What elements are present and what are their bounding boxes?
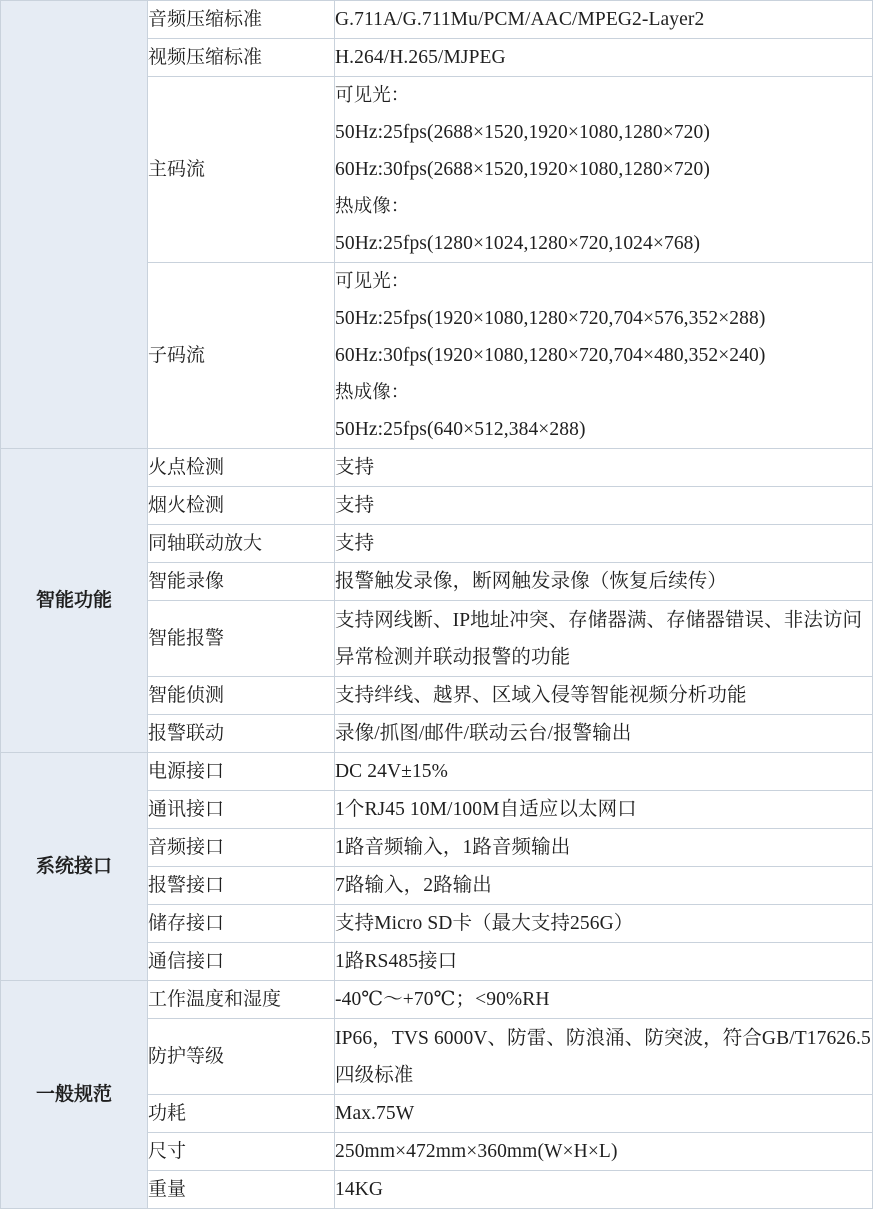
row-value: 7路输入，2路输出 (335, 867, 873, 905)
value-line: 50Hz:25fps(1920×1080,1280×720,704×576,352×288) (335, 308, 766, 329)
row-value: 报警触发录像，断网触发录像（恢复后续传） (335, 563, 873, 601)
row-value: -40℃～+70℃；<90%RH (335, 981, 873, 1019)
row-value: G.711A/G.711Mu/PCM/AAC/MPEG2-Layer2 (335, 1, 873, 39)
value-line: 可见光： (335, 271, 410, 292)
row-label: 子码流 (148, 263, 335, 449)
category-system: 系统接口 (1, 753, 148, 981)
row-value: 支持Micro SD卡（最大支持256G） (335, 905, 873, 943)
category-smart: 智能功能 (1, 449, 148, 753)
sub-stream-value (335, 263, 873, 449)
row-label: 同轴联动放大 (148, 525, 335, 563)
row-label: 工作温度和湿度 (148, 981, 335, 1019)
row-label: 智能侦测 (148, 677, 335, 715)
table-row (1, 753, 873, 791)
row-value: Max.75W (335, 1095, 873, 1133)
row-label: 智能录像 (148, 563, 335, 601)
row-label: 报警接口 (148, 867, 335, 905)
row-label: 烟火检测 (148, 487, 335, 525)
row-label: 报警联动 (148, 715, 335, 753)
category-general: 一般规范 (1, 981, 148, 1209)
row-label: 防护等级 (148, 1019, 335, 1095)
row-value: IP66，TVS 6000V、防雷、防浪涌、防突波，符合GB/T17626.5 四级标准 (335, 1019, 873, 1095)
row-label: 视频压缩标准 (148, 39, 335, 77)
row-label: 通讯接口 (148, 791, 335, 829)
value-line: 60Hz:30fps(1920×1080,1280×720,704×480,352×240) (335, 345, 766, 366)
row-label: 储存接口 (148, 905, 335, 943)
table-row (1, 449, 873, 487)
value-line: 50Hz:25fps(2688×1520,1920×1080,1280×720) (335, 122, 710, 143)
value-line: 60Hz:30fps(2688×1520,1920×1080,1280×720) (335, 159, 710, 180)
row-value: H.264/H.265/MJPEG (335, 39, 873, 77)
row-label: 电源接口 (148, 753, 335, 791)
row-label: 主码流 (148, 77, 335, 263)
row-label: 尺寸 (148, 1133, 335, 1171)
category-cell-continued (1, 1, 148, 449)
row-label: 通信接口 (148, 943, 335, 981)
row-label: 火点检测 (148, 449, 335, 487)
row-value: 支持 (335, 487, 873, 525)
row-value: 1路RS485接口 (335, 943, 873, 981)
row-label: 音频压缩标准 (148, 1, 335, 39)
row-value: 14KG (335, 1171, 873, 1209)
value-line: 热成像： (335, 382, 410, 403)
table-row (1, 1, 873, 39)
row-value: 1路音频输入，1路音频输出 (335, 829, 873, 867)
row-value: 支持 (335, 449, 873, 487)
row-value: DC 24V±15% (335, 753, 873, 791)
main-stream-value (335, 77, 873, 263)
row-label: 重量 (148, 1171, 335, 1209)
value-line: 热成像： (335, 196, 410, 217)
value-line: 50Hz:25fps(1280×1024,1280×720,1024×768) (335, 233, 701, 254)
row-label: 智能报警 (148, 601, 335, 677)
row-label: 功耗 (148, 1095, 335, 1133)
value-line: 50Hz:25fps(640×512,384×288) (335, 419, 586, 440)
row-value: 支持 (335, 525, 873, 563)
row-value: 录像/抓图/邮件/联动云台/报警输出 (335, 715, 873, 753)
row-label: 音频接口 (148, 829, 335, 867)
table-row (1, 981, 873, 1019)
row-value: 支持网线断、IP地址冲突、存储器满、存储器错误、非法访问异常检测并联动报警的功能 (335, 601, 873, 677)
row-value: 支持绊线、越界、区域入侵等智能视频分析功能 (335, 677, 873, 715)
row-value: 250mm×472mm×360mm(W×H×L) (335, 1133, 873, 1171)
value-line: 可见光： (335, 85, 410, 106)
row-value: 1个RJ45 10M/100M自适应以太网口 (335, 791, 873, 829)
